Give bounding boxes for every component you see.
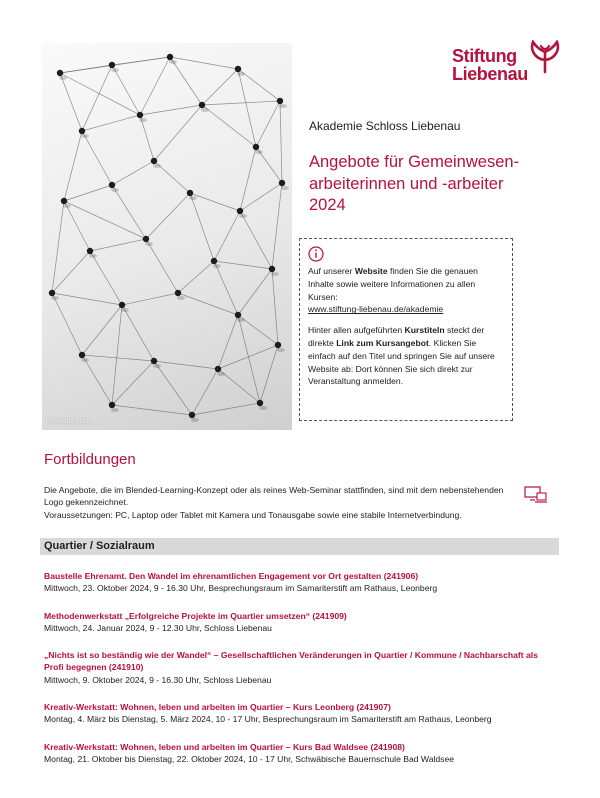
info-text: Hinter allen aufgeführten <box>308 325 405 336</box>
info-bold-kurstiteln: Kurstiteln <box>404 325 445 336</box>
intro-line-2: Voraussetzungen: PC, Laptop oder Tablet mit Kamera und Tonausgabe sowie eine stabile Internetverbindung. <box>44 509 462 520</box>
network-pin <box>199 102 209 112</box>
network-pin <box>257 400 267 410</box>
network-string <box>112 405 192 415</box>
course-details: Mittwoch, 24. Januar 2024, 9 - 12.30 Uhr, Schloss Liebenau <box>44 622 272 633</box>
course-item <box>44 570 559 595</box>
network-string <box>272 183 282 269</box>
network-pin <box>119 302 129 312</box>
network-string <box>260 345 278 403</box>
network-string <box>154 105 202 161</box>
network-string <box>214 261 272 269</box>
network-string <box>146 239 178 293</box>
network-string <box>112 57 170 65</box>
network-string <box>82 115 140 131</box>
network-string <box>112 161 154 185</box>
info-box <box>299 238 513 421</box>
title-line-3: 2024 <box>309 196 346 214</box>
image-credit: © Shutterstock <box>46 418 91 425</box>
network-string <box>122 293 178 305</box>
monitor-laptop-icon <box>524 486 548 506</box>
network-string <box>202 101 280 105</box>
logo-text-line1: Stiftung <box>452 46 517 66</box>
network-pin <box>235 66 245 76</box>
logo-text-line2: Liebenau <box>452 64 528 84</box>
network-string <box>64 201 90 251</box>
network-string <box>82 355 154 361</box>
network-string <box>240 147 256 211</box>
network-string <box>64 131 82 201</box>
course-list <box>44 570 559 780</box>
network-string <box>214 261 238 315</box>
course-item <box>44 610 559 635</box>
network-string <box>218 345 278 369</box>
network-string <box>52 293 122 305</box>
course-title-link[interactable]: Methodenwerkstatt „Erfolgreiche Projekte im Quartier umsetzen“ (241909) <box>44 610 347 621</box>
network-string <box>140 105 202 115</box>
network-string <box>60 73 82 131</box>
network-string <box>170 57 238 69</box>
network-pin <box>87 248 97 258</box>
network-pin <box>109 402 119 412</box>
course-title-link[interactable]: „Nichts ist so beständig wie der Wandel“ – Gesellschaftlichen Veränderungen in Quartier / Kommune / Nachbarschaft als Profi begegnen (241910) <box>44 650 538 673</box>
network-string <box>122 305 154 361</box>
course-item <box>44 649 559 686</box>
info-icon <box>308 246 324 262</box>
network-string <box>190 193 214 261</box>
title-line-1: Angebote für Gemeinwesen- <box>309 153 520 171</box>
info-text: steckt der direkte <box>308 325 485 348</box>
course-details: Mittwoch, 23. Oktober 2024, 9 - 16.30 Uhr, Besprechungsraum im Samariterstift am Rathaus, Leonberg <box>44 583 438 594</box>
tulip-logo-icon <box>527 40 563 74</box>
network-pin <box>151 358 161 368</box>
network-string <box>170 57 202 105</box>
course-details: Mittwoch, 9. Oktober 2024, 9 - 16.30 Uhr, Schloss Liebenau <box>44 674 272 685</box>
network-string <box>238 269 272 315</box>
course-title-link[interactable]: Baustelle Ehrenamt. Den Wandel im ehrenamtlichen Engagement vor Ort gestalten (241906) <box>44 571 419 581</box>
info-text: . Klicken Sie einfach auf den Titel und springen Sie auf unsere Website ab: Dort können Sie sich direkt zur Veranstaltung anmelden. <box>308 337 495 387</box>
hero-network-image <box>42 43 292 430</box>
network-string <box>82 305 122 355</box>
category-header <box>40 538 559 555</box>
network-string <box>238 315 260 403</box>
info-paragraph-website <box>308 265 504 316</box>
network-string <box>192 403 260 415</box>
course-item <box>44 701 559 726</box>
network-pin <box>215 366 225 376</box>
network-pin <box>151 158 161 168</box>
network-string <box>154 361 218 369</box>
network-pin <box>211 258 221 268</box>
intro-line-1: Die Angebote, die im Blended-Learning-Konzept oder als reines Web-Seminar stattfinden, sind mit dem nebenstehenden Logo gekennzeichnet. <box>44 485 504 508</box>
network-string <box>178 261 214 293</box>
network-pin <box>109 182 119 192</box>
network-string <box>240 211 272 269</box>
organization-name: Akademie Schloss Liebenau <box>309 119 461 133</box>
network-string <box>154 361 192 415</box>
course-details: Montag, 21. Oktober bis Dienstag, 22. Oktober 2024, 10 - 17 Uhr, Schwäbische Bauernschule Bad Waldsee <box>44 753 455 764</box>
network-string <box>146 193 190 239</box>
network-string <box>82 355 112 405</box>
stiftung-liebenau-logo[interactable] <box>452 40 564 90</box>
network-pin <box>279 180 289 190</box>
network-pin <box>269 266 279 276</box>
network-string <box>280 101 282 183</box>
network-string <box>64 185 112 201</box>
network-pin <box>143 236 153 246</box>
section-intro <box>44 484 544 521</box>
info-paragraph-links <box>308 324 504 388</box>
network-string <box>256 101 280 147</box>
info-text: Auf unserer <box>308 266 355 276</box>
page-title <box>309 152 549 217</box>
network-pin <box>167 54 177 64</box>
network-pin <box>49 290 59 300</box>
course-title-link[interactable]: Kreativ-Werkstatt: Wohnen, leben und arbeiten im Quartier – Kurs Leonberg (241907) <box>44 702 391 713</box>
akademie-link[interactable]: www.stiftung-liebenau.de/akademie <box>308 304 444 315</box>
network-string <box>82 131 112 185</box>
network-pin <box>237 208 247 218</box>
network-string <box>90 251 122 305</box>
network-string <box>140 57 170 115</box>
network-pin <box>189 412 199 422</box>
network-string <box>202 69 238 105</box>
network-string <box>112 361 154 405</box>
network-string <box>112 305 122 405</box>
title-line-2: arbeiterinnen und -arbeiter <box>309 174 504 193</box>
network-string <box>90 239 146 251</box>
network-illustration <box>42 43 292 430</box>
section-title: Fortbildungen <box>44 451 136 468</box>
course-item <box>44 741 559 766</box>
network-string <box>214 211 240 261</box>
network-string <box>52 201 64 293</box>
info-bold-website: Website <box>354 266 388 276</box>
network-string <box>52 251 90 293</box>
network-string <box>192 369 218 415</box>
network-pin <box>109 62 119 72</box>
course-details: Montag, 4. März bis Dienstag, 5. März 2024, 10 - 17 Uhr, Besprechungsraum im Samariterstift am Rathaus, Leonberg <box>44 714 492 725</box>
course-title-link[interactable]: Kreativ-Werkstatt: Wohnen, leben und arbeiten im Quartier – Kurs Bad Waldsee (241908) <box>44 741 405 752</box>
info-text: finden Sie die genauen Inhalte sowie weitere Informationen zu allen Kursen: <box>308 266 478 302</box>
network-string <box>218 315 238 369</box>
category-label: Quartier / Sozialraum <box>44 540 155 552</box>
network-pin <box>57 70 67 80</box>
network-string <box>190 193 240 211</box>
network-string <box>178 293 238 315</box>
network-pin <box>79 352 89 362</box>
network-pin <box>137 112 147 122</box>
info-bold-link: Link zum Kursangebot <box>336 337 429 348</box>
network-string <box>52 293 82 355</box>
network-string <box>272 269 278 345</box>
network-pin <box>277 98 287 108</box>
